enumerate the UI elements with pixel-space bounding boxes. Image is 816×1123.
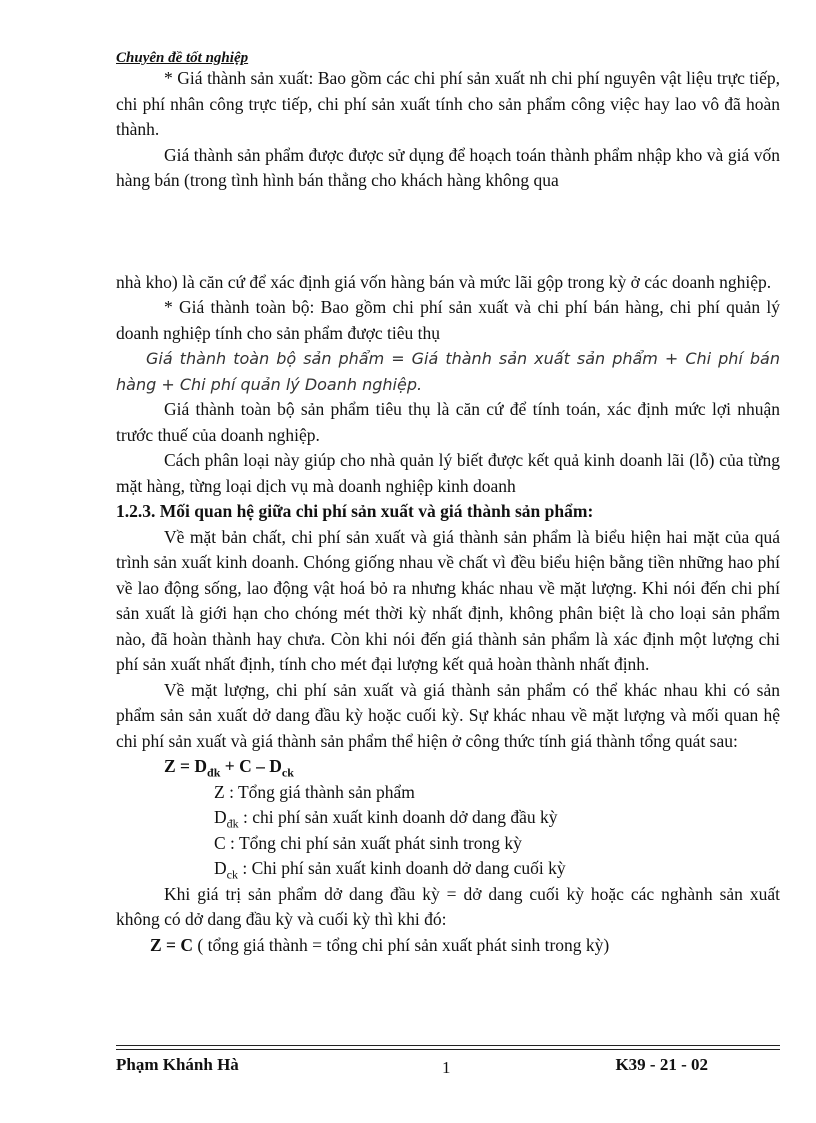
z-formula: $Z = D_{đk} + C - D_{ck}$ (164, 756, 294, 780)
footer-rule (116, 1045, 780, 1046)
page-break-gap (116, 194, 780, 270)
var-d-dk: $D_{đk}$ : chi phí sản xuất kinh doanh dở dang đầu kỳ (214, 807, 558, 831)
paragraph-quantity: Về mặt lượng, chi phí sản xuất và giá thành sản phẩm có thể khác nhau khi có sản phẩm sản sản xuất dở dang đầu kỳ hoặc cuối kỳ. Sự khác nhau về mặt lượng và mối quan hệ chi phí sản xuất và giá thành sản phẩm thể hiện ở công thức tính giá thành tổng quát sau: (116, 679, 780, 751)
page-header: Chuyên đề tốt nghiệp (116, 50, 249, 66)
paragraph-nature: Về mặt bản chất, chi phí sản xuất và giá thành sản phẩm là biểu hiện hai mặt của quá trình sản xuất kinh doanh. Chóng giống nhau về chất vì đều biểu hiện bằng tiền những hao phí về lao động sống, lao động vật hoá bỏ ra nhưng khác nhau về mặt lượng. Khi nói đến chi phí sản xuất là giới hạn cho chóng mét thời kỳ nhất định, không phân biệt là cho loại sản phẩm nào, đã hoàn thành hay chưa. Còn khi nói đến giá thành sản phẩm là xác định một lượng chi phí sản xuất nhất định, tính cho mét đại lượng kết quả hoàn thành nhất định. (116, 526, 780, 674)
var-d-ck: $D_{ck}$ : Chi phí sản xuất kinh doanh dở dang cuối kỳ (214, 858, 566, 882)
page-number: 1 (442, 1058, 451, 1077)
author-name: Phạm Khánh Hà (116, 1055, 239, 1074)
paragraph-total-cost-basis: Giá thành toàn bộ sản phẩm tiêu thụ là căn cứ để tính toán, xác định mức lợi nhuận trước thuế của doanh nghiệp. (116, 399, 780, 445)
paragraph-classification: Cách phân loại này giúp cho nhà quản lý biết được kết quả kinh doanh lãi (lỗ) của từng mặt hàng, từng loại dịch vụ mà doanh nghiệp kinh doanh (116, 450, 780, 496)
paragraph-product-cost-usage: Giá thành sản phẩm được được sử dụng để hoạch toán thành phẩm nhập kho và giá vốn hàng bán (trong tình hình bán thẳng cho khách hàng không qua (116, 144, 780, 190)
paragraph-total-cost: * Giá thành toàn bộ: Bao gồm chi phí sản xuất và chi phí bán hàng, chi phí quản lý doanh nghiệp tính cho sản phẩm được tiêu thụ (116, 297, 780, 343)
document-body (116, 66, 780, 958)
page-footer (116, 1055, 780, 1079)
section-heading: 1.2.3. Mối quan hệ giữa chi phí sản xuất và giá thành sản phẩm: (116, 501, 594, 521)
footer-rule-double (116, 1049, 780, 1050)
paragraph-continuation: nhà kho) là căn cứ để xác định giá vốn hàng bán và mức lãi gộp trong kỳ ở các doanh nghiệp. (116, 271, 772, 292)
class-code: K39 - 21 - 02 (615, 1055, 708, 1074)
paragraph-condition: Khi giá trị sản phẩm dở dang đầu kỳ = dở dang cuối kỳ hoặc các nghành sản xuất không có dở dang đầu kỳ và cuối kỳ thì khi đó: (116, 883, 780, 929)
z-equals-c: Z = C ( tổng giá thành = tổng chi phí sản xuất phát sinh trong kỳ) (150, 934, 610, 955)
paragraph-production-cost: * Giá thành sản xuất: Bao gồm các chi phí sản xuất nh chi phí nguyên vật liệu trực tiếp, chi phí nhân công trực tiếp, chi phí sản xuất tính cho sản phẩm công việc hay lao vô đã hoàn thành. (116, 68, 780, 139)
var-z: Z : Tổng giá thành sản phẩm (214, 781, 415, 802)
var-c: C : Tổng chi phí sản xuất phát sinh trong kỳ (214, 832, 522, 853)
formula-text: Giá thành toàn bộ sản phẩm = Giá thành sản xuất sản phẩm + Chi phí bán hàng + Chi phí quản lý Doanh nghiệp. (116, 349, 780, 394)
total-cost-formula (116, 346, 780, 397)
